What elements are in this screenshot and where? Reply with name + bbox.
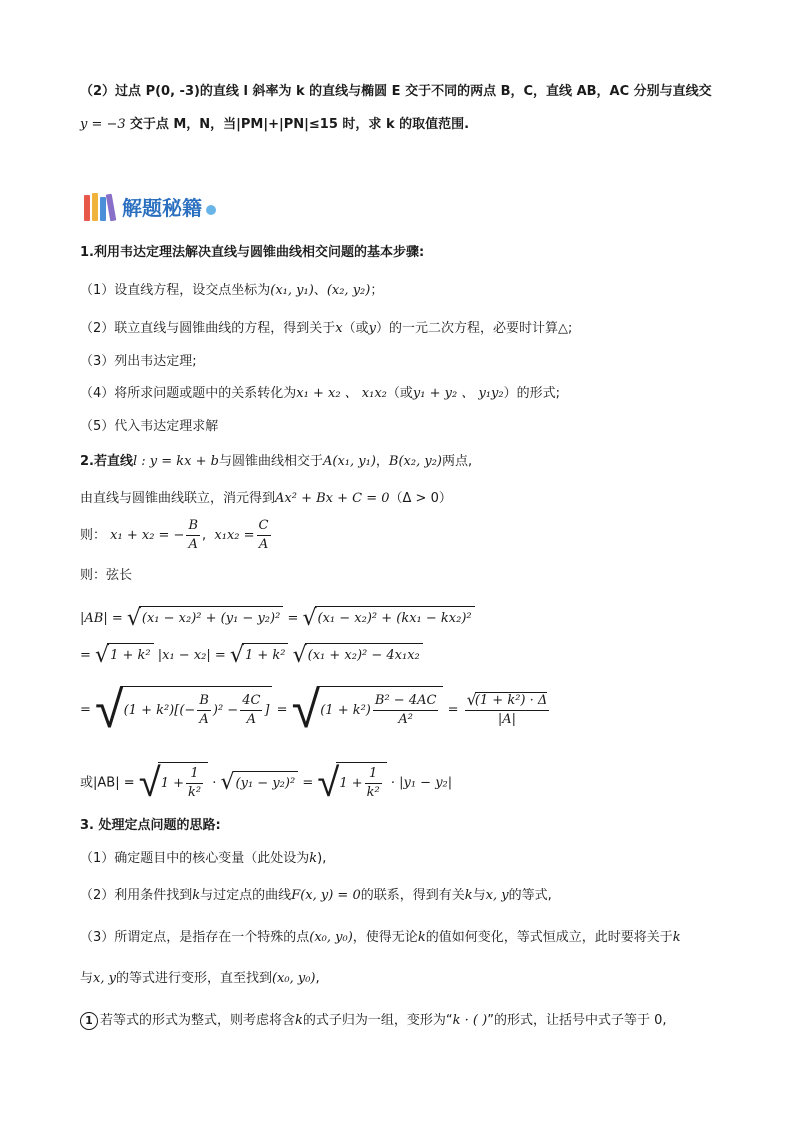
s1-title: 1.利用韦达定理法解决直线与圆锥曲线相交问题的基本步骤:	[80, 245, 425, 260]
chord-eq-1: |AB| = √(x₁ − x₂)² + (y₁ − y₂)² = √(x₁ − x₂)² + (kx₁ − kx₂)²	[80, 606, 475, 629]
problem-eq-y: y = −3	[80, 117, 126, 132]
s1-step4: （4）将所求问题或题中的关系转化为x₁ + x₂ 、 x₁x₂（或y₁ + y₂ 、 y₁y₂）的形式;	[80, 386, 560, 401]
s3-p4: 与x, y的等式进行变形，直至找到(x₀, y₀),	[80, 971, 320, 986]
circled-number: 1	[80, 1012, 98, 1030]
problem-text-2: 交于点 M，N，当|PM|+|PN|≤15 时，求 k 的取值范围.	[129, 117, 470, 132]
s2-vieta: 则： x₁ + x₂ = − $\frac{B}{A}$ , x₁x₂ = $\frac{C}{A}$	[80, 518, 269, 552]
s1-step3: （3）列出韦达定理;	[80, 354, 197, 369]
chord-eq-4: 或|AB| = √1 + $\frac{1}{\text{k²}}$ · √(y₁ − y₂)² = √1 + $\frac{1}{\text{k²}}$ · |y₁ − y₂|	[80, 760, 453, 806]
s1-step2: （2）联立直线与圆锥曲线的方程，得到关于x（或y）的一元二次方程，必要时计算△;	[80, 321, 573, 336]
problem-line-2	[80, 115, 469, 135]
problem-line-1	[80, 82, 712, 102]
s2-line1: 2.若直线l : y = kx + b与圆锥曲线相交于A(x₁, y₁)，B(x₂, y₂)两点,	[80, 454, 473, 469]
problem-text-1: （2）过点 P(0, -3)的直线 l 斜率为 k 的直线与椭圆 E 交于不同的两点 B，C，直线 AB，AC 分别与直线交	[80, 84, 712, 99]
chord-eq-2: = √1 + k² |x₁ − x₂| = √1 + k² √(x₁ + x₂)² − 4x₁x₂	[80, 643, 423, 666]
s3-p3: （3）所谓定点，是指存在一个特殊的点(x₀, y₀)，使得无论k的值如何变化，等式恒成立，此时要将关于k	[80, 930, 681, 945]
s2-line2: 由直线与圆锥曲线联立，消元得到Ax² + Bx + C = 0（Δ > 0）	[80, 491, 452, 506]
s1-step1: （1）设直线方程，设交点坐标为(x₁, y₁)、(x₂, y₂)；	[80, 283, 384, 298]
s3-case1: 1 若等式的形式为整式，则考虑将含k的式子归为一组，变形为“k · ( )”的形式，让括号中式子等于 0,	[80, 1011, 667, 1031]
chord-eq-3: = √(1 + k²)[(− $\frac{B}{A}$ )² − $\frac{4C}{A}$ ] = √(1 + k²) $\frac{\text{B² − 4AC}}{\text{A²}}$ = $\frac{\text{√(1 + k²) · Δ}}{|A|}$	[80, 680, 548, 740]
s2-chord-label: 则：弦长	[80, 568, 133, 583]
s3-p2: （2）利用条件找到k与过定点的曲线F(x, y) = 0的联系，得到有关k与x, y的等式,	[80, 888, 552, 903]
s3-title: 3. 处理定点问题的思路:	[80, 818, 221, 833]
s1-step5: （5）代入韦达定理求解	[80, 419, 219, 434]
section-title: 解题秘籍	[122, 195, 202, 220]
s3-p1: （1）确定题目中的核心变量（此处设为k),	[80, 851, 327, 866]
dot-icon	[206, 205, 216, 215]
books-icon	[82, 191, 118, 221]
section-header	[82, 190, 216, 222]
